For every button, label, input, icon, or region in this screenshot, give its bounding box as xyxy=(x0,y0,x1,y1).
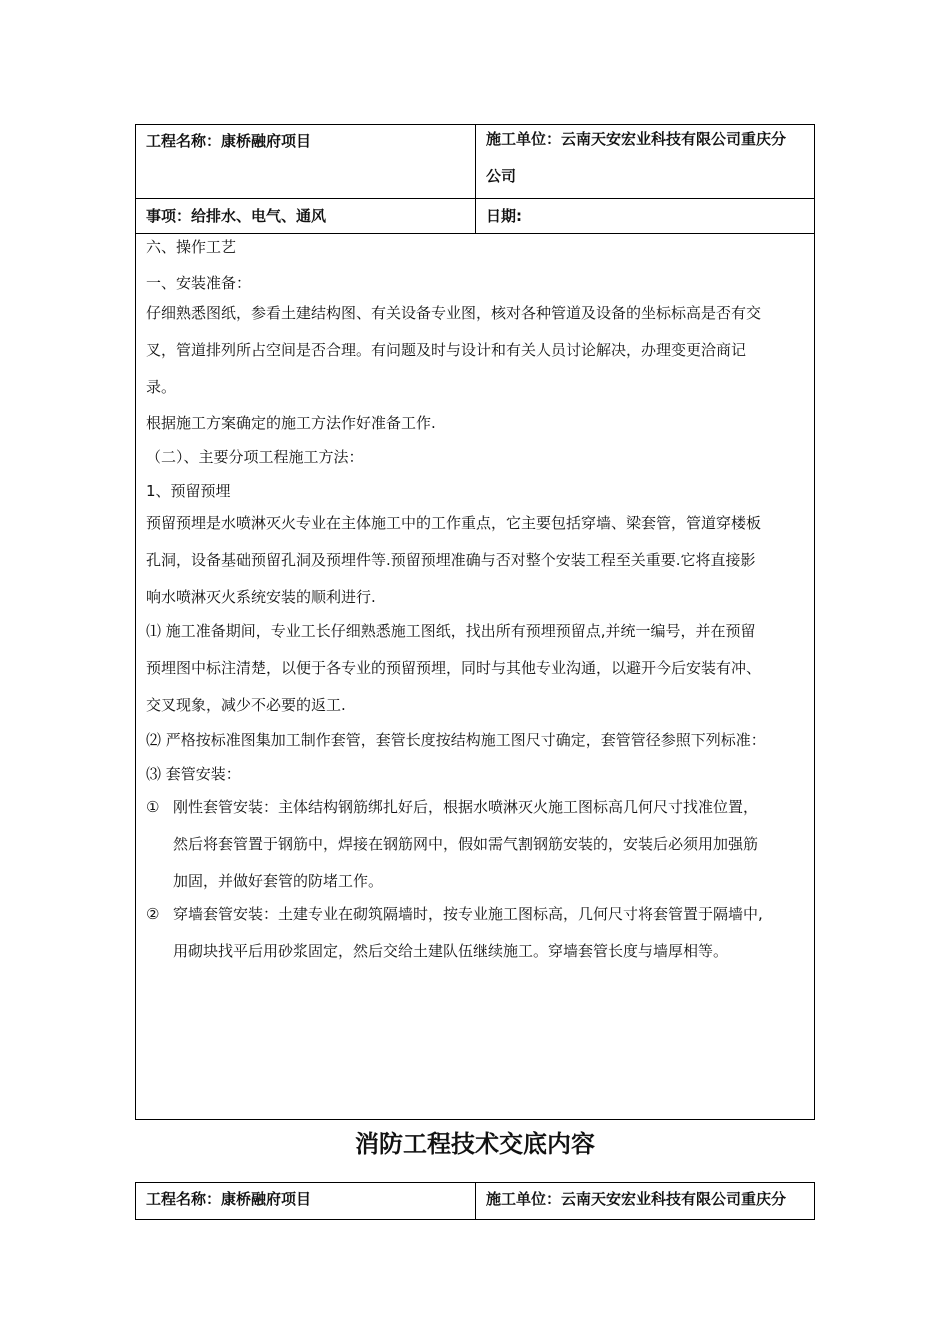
date-cell xyxy=(476,199,814,233)
header-row-item xyxy=(136,199,814,233)
header-row-project xyxy=(136,125,814,199)
content-line: 1、预留预埋 xyxy=(146,482,231,500)
content-line: 录。 xyxy=(146,378,177,396)
content-line: 根据施工方案确定的施工方法作好准备工作. xyxy=(146,414,436,432)
content-line: 响水喷淋灭火系统安装的顺利进行. xyxy=(146,588,376,606)
list-marker-1: ① xyxy=(146,798,160,816)
list-item-line: 加固，并做好套管的防堵工作。 xyxy=(173,872,384,890)
content-line: 预埋图中标注清楚，以便于各专业的预留预埋，同时与其他专业沟通，以避开今后安装有冲、 xyxy=(146,659,762,677)
header-row-project-2 xyxy=(136,1183,814,1219)
content-line: 交叉现象，减少不必要的返工. xyxy=(146,696,346,714)
project-name-2: 工程名称：康桥融府项目 xyxy=(146,1190,312,1208)
contractor-cell-2 xyxy=(476,1183,814,1219)
project-name-cell-2 xyxy=(136,1183,476,1219)
list-item-line: 穿墙套管安装：土建专业在砌筑隔墙时，按专业施工图标高，几何尺寸将套管置于隔墙中, xyxy=(173,905,763,923)
contractor-line-2: 公司 xyxy=(486,167,517,185)
content-line: 一、安装准备： xyxy=(146,274,252,292)
content-line: （二）、主要分项工程施工方法： xyxy=(146,448,364,466)
list-item-line: 然后将套管置于钢筋中，焊接在钢筋网中，假如需气割钢筋安装的，安装后必须用加强筋 xyxy=(173,835,759,853)
project-name-cell xyxy=(136,125,476,198)
list-marker-2: ② xyxy=(146,905,160,923)
section-title: 消防工程技术交底内容 xyxy=(355,1130,595,1158)
content-line: ⑶ 套管安装： xyxy=(146,765,241,783)
content-line: ⑵ 严格按标准图集加工制作套管，套管长度按结构施工图尺寸确定，套管管径参照下列标准： xyxy=(146,731,766,749)
content-box xyxy=(135,233,815,1120)
item-cell xyxy=(136,199,476,233)
content-line: 六、操作工艺 xyxy=(146,238,237,256)
contractor-cell xyxy=(476,116,814,198)
contractor-line-1: 施工单位：云南天安宏业科技有限公司重庆分 xyxy=(486,130,787,148)
project-name: 工程名称：康桥融府项目 xyxy=(146,132,312,150)
header-table xyxy=(135,124,815,234)
content-line: 叉，管道排列所占空间是否合理。有问题及时与设计和有关人员讨论解决，办理变更洽商记 xyxy=(146,341,747,359)
item-text: 事项：给排水、电气、通风 xyxy=(146,207,327,225)
list-item-line: 刚性套管安装：主体结构钢筋绑扎好后，根据水喷淋灭火施工图标高几何尺寸找准位置， xyxy=(173,798,759,816)
header-table-2 xyxy=(135,1182,815,1220)
date-label: 日期: xyxy=(486,207,522,225)
content-line: 仔细熟悉图纸，参看土建结构图、有关设备专业图，核对各种管道及设备的坐标标高是否有交 xyxy=(146,304,762,322)
list-item-line: 用砌块找平后用砂浆固定，然后交给土建队伍继续施工。穿墙套管长度与墙厚相等。 xyxy=(173,942,729,960)
content-line: 预留预埋是水喷淋灭火专业在主体施工中的工作重点，它主要包括穿墙、梁套管，管道穿楼板 xyxy=(146,514,762,532)
content-line: ⑴ 施工准备期间，专业工长仔细熟悉施工图纸，找出所有预埋预留点,并统一编号，并在预留 xyxy=(146,622,756,640)
content-line: 孔洞，设备基础预留孔洞及预埋件等.预留预埋准确与否对整个安装工程至关重要.它将直接影 xyxy=(146,551,756,569)
contractor-2: 施工单位：云南天安宏业科技有限公司重庆分 xyxy=(486,1190,787,1208)
